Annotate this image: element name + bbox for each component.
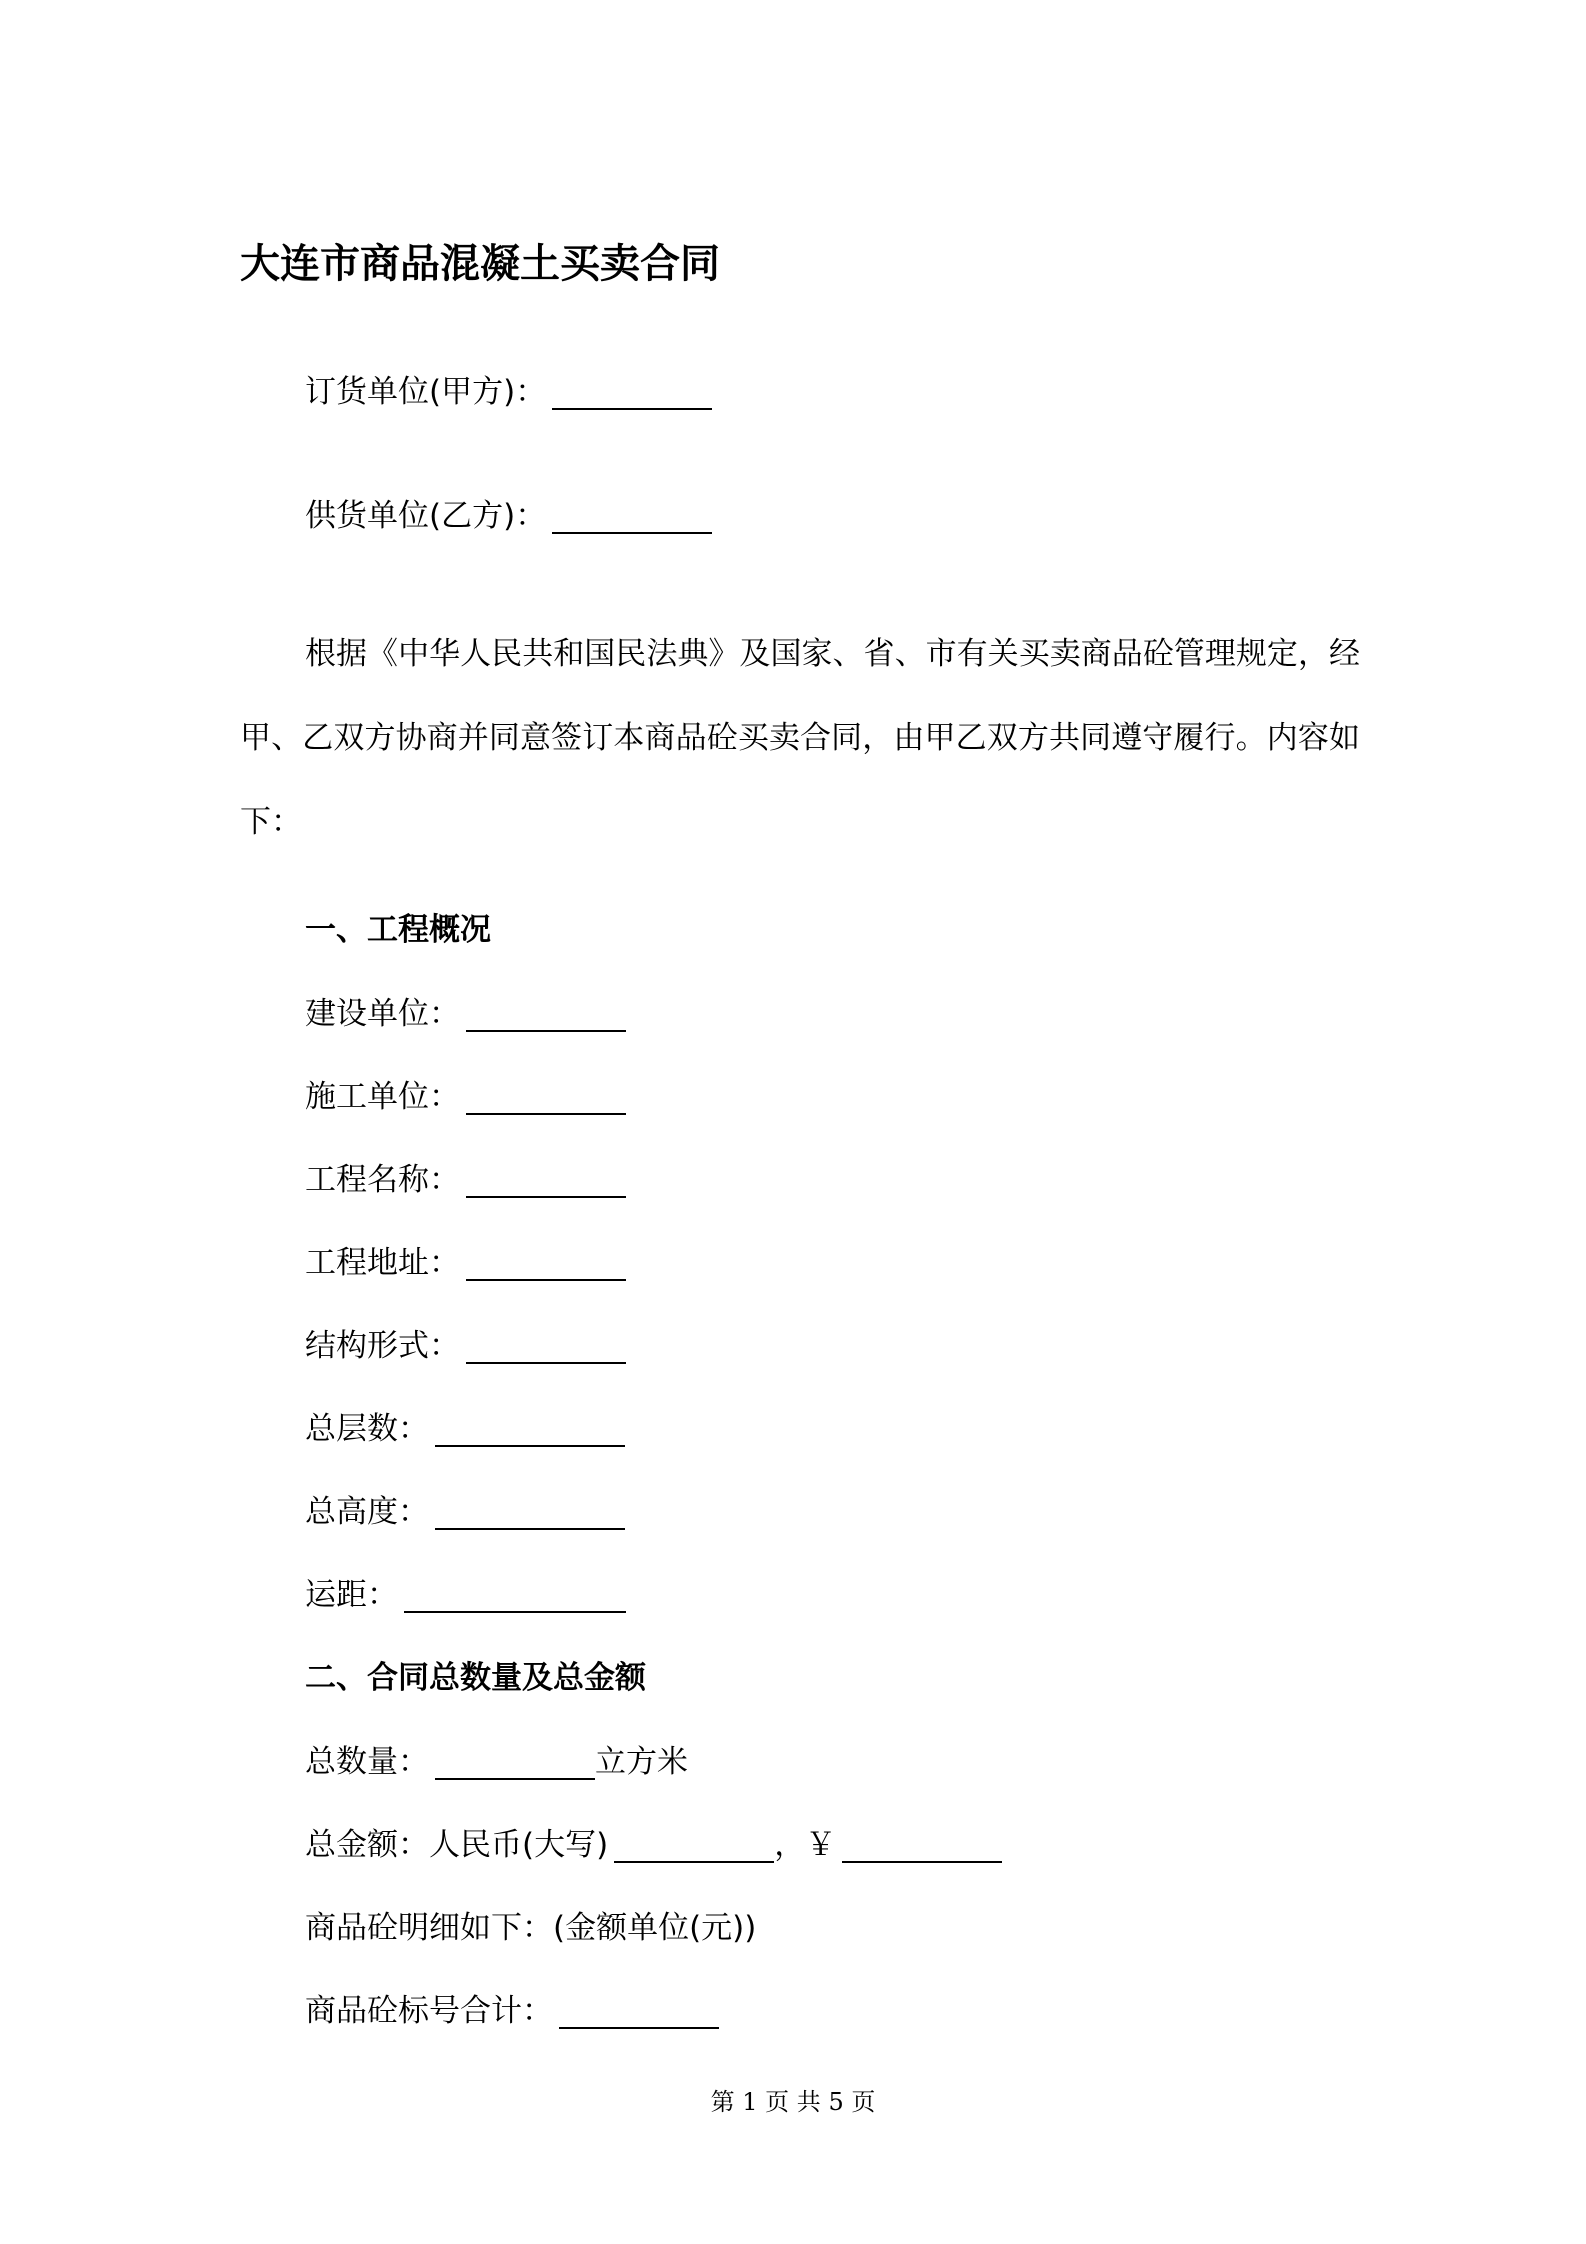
- field-label: 运距：: [305, 1577, 398, 1613]
- field-line-structure-type: [305, 1324, 626, 1368]
- field-label: 总高度：: [305, 1494, 429, 1530]
- quantity-label: 总数量：: [305, 1744, 429, 1780]
- amount-label: 总金额：人民币(大写): [305, 1827, 609, 1863]
- field-blank[interactable]: [466, 1000, 626, 1032]
- grade-total-line: [305, 1989, 719, 2033]
- quantity-line: [305, 1740, 688, 1784]
- amount-words-blank[interactable]: [614, 1831, 774, 1863]
- field-blank[interactable]: [466, 1166, 626, 1198]
- field-line-project-name: [305, 1158, 626, 1202]
- field-blank[interactable]: [466, 1249, 626, 1281]
- field-line-builder-unit: [305, 1075, 626, 1119]
- amount-figures-blank[interactable]: [842, 1831, 1002, 1863]
- field-blank[interactable]: [435, 1498, 625, 1530]
- seller-label: 供货单位(乙方)：: [305, 498, 547, 534]
- field-label: 建设单位：: [305, 996, 460, 1032]
- field-line-total-height: [305, 1490, 625, 1534]
- section2-heading: 二、合同总数量及总金额: [305, 1660, 646, 1696]
- field-label: 工程名称：: [305, 1162, 460, 1198]
- field-line-total-floors: [305, 1407, 625, 1451]
- page-footer: 第 1 页 共 5 页: [710, 2088, 876, 2116]
- section1-heading: 一、工程概况: [305, 912, 491, 948]
- buyer-label: 订货单位(甲方)：: [305, 374, 547, 410]
- intro-paragraph: 根据《中华人民共和国民法典》及国家、省、市有关买卖商品砼管理规定，经甲、乙双方协商并同意签订本商品砼买卖合同，由甲乙双方共同遵守履行。内容如下：: [240, 636, 1360, 840]
- seller-blank[interactable]: [552, 502, 712, 534]
- field-blank[interactable]: [466, 1332, 626, 1364]
- grade-total-blank[interactable]: [559, 1997, 719, 2029]
- grade-total-label: 商品砼标号合计：: [305, 1993, 553, 2029]
- detail-label: 商品砼明细如下：(金额单位(元)): [305, 1910, 757, 1946]
- field-label: 施工单位：: [305, 1079, 460, 1115]
- field-blank[interactable]: [435, 1415, 625, 1447]
- seller-line: [305, 494, 712, 538]
- field-blank[interactable]: [466, 1083, 626, 1115]
- field-line-construction-unit: [305, 992, 626, 1036]
- quantity-blank[interactable]: [435, 1748, 595, 1780]
- buyer-blank[interactable]: [552, 378, 712, 410]
- field-label: 总层数：: [305, 1411, 429, 1447]
- document-title: 大连市商品混凝土买卖合同: [240, 241, 720, 287]
- amount-separator: ，￥: [774, 1827, 837, 1863]
- field-line-transport-distance: [305, 1573, 626, 1617]
- field-line-project-address: [305, 1241, 626, 1285]
- buyer-line: [305, 370, 712, 414]
- field-label: 结构形式：: [305, 1328, 460, 1364]
- quantity-unit: 立方米: [595, 1744, 688, 1780]
- amount-line: [305, 1823, 1002, 1867]
- field-label: 工程地址：: [305, 1245, 460, 1281]
- field-blank[interactable]: [404, 1581, 626, 1613]
